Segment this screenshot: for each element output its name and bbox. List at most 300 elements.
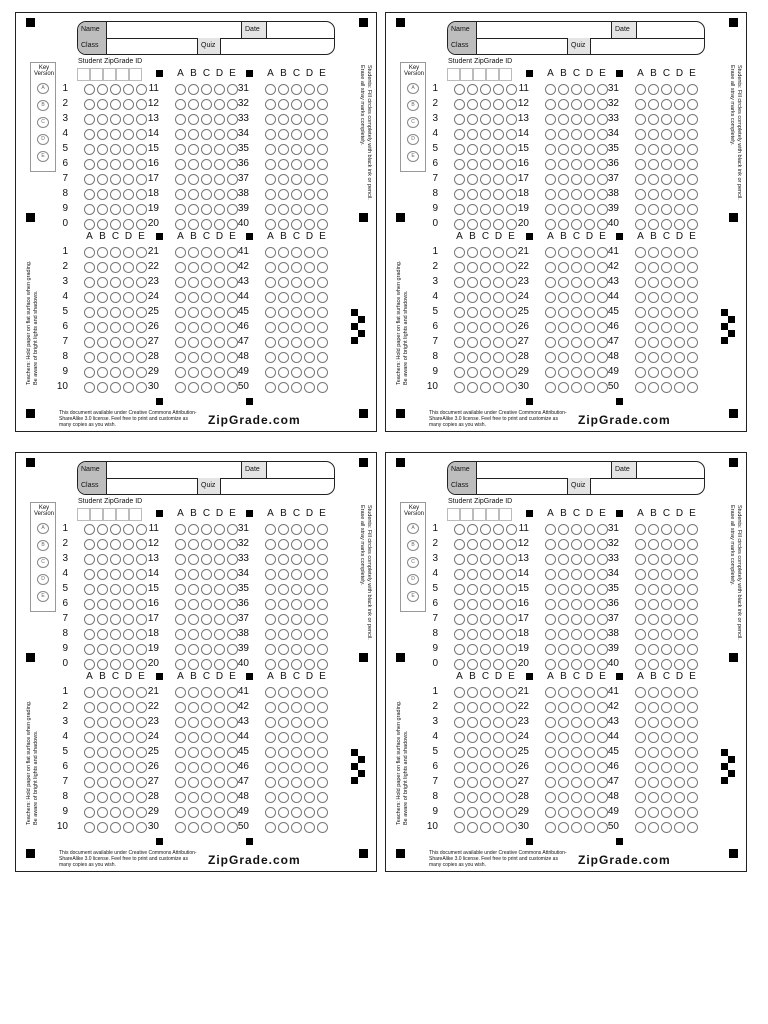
answer-bubble[interactable] (175, 732, 186, 743)
answer-bubble[interactable] (265, 219, 276, 230)
id-digit-cell[interactable] (77, 508, 90, 521)
answer-bubble[interactable] (571, 599, 582, 610)
answer-bubble[interactable] (674, 174, 685, 185)
answer-bubble[interactable] (265, 747, 276, 758)
answer-bubble[interactable] (304, 644, 315, 655)
answer-bubble[interactable] (674, 747, 685, 758)
answer-bubble[interactable] (201, 322, 212, 333)
answer-bubble[interactable] (648, 524, 659, 535)
answer-bubble[interactable] (584, 219, 595, 230)
answer-bubble[interactable] (558, 732, 569, 743)
answer-bubble[interactable] (454, 382, 465, 393)
key-version-bubble[interactable]: E (407, 151, 419, 162)
answer-bubble[interactable] (674, 144, 685, 155)
answer-bubble[interactable] (545, 352, 556, 363)
answer-bubble[interactable] (454, 189, 465, 200)
answer-bubble[interactable] (123, 659, 134, 670)
answer-bubble[interactable] (317, 822, 328, 833)
answer-bubble[interactable] (635, 84, 646, 95)
answer-bubble[interactable] (480, 732, 491, 743)
answer-bubble[interactable] (648, 352, 659, 363)
answer-bubble[interactable] (454, 554, 465, 565)
answer-bubble[interactable] (674, 524, 685, 535)
answer-bubble[interactable] (291, 204, 302, 215)
answer-bubble[interactable] (648, 822, 659, 833)
answer-bubble[interactable] (545, 144, 556, 155)
answer-bubble[interactable] (304, 322, 315, 333)
answer-bubble[interactable] (558, 307, 569, 318)
answer-bubble[interactable] (201, 659, 212, 670)
answer-bubble[interactable] (571, 114, 582, 125)
answer-bubble[interactable] (278, 614, 289, 625)
answer-bubble[interactable] (480, 307, 491, 318)
answer-bubble[interactable] (558, 262, 569, 273)
answer-bubble[interactable] (84, 292, 95, 303)
answer-bubble[interactable] (84, 732, 95, 743)
answer-bubble[interactable] (584, 807, 595, 818)
answer-bubble[interactable] (317, 144, 328, 155)
answer-bubble[interactable] (584, 322, 595, 333)
answer-bubble[interactable] (201, 129, 212, 140)
answer-bubble[interactable] (214, 352, 225, 363)
answer-bubble[interactable] (175, 629, 186, 640)
answer-bubble[interactable] (317, 747, 328, 758)
answer-bubble[interactable] (175, 129, 186, 140)
id-digit-cell[interactable] (486, 68, 499, 81)
answer-bubble[interactable] (175, 114, 186, 125)
answer-bubble[interactable] (97, 307, 108, 318)
answer-bubble[interactable] (454, 144, 465, 155)
answer-bubble[interactable] (265, 687, 276, 698)
answer-bubble[interactable] (545, 747, 556, 758)
answer-bubble[interactable] (635, 614, 646, 625)
answer-bubble[interactable] (558, 807, 569, 818)
answer-bubble[interactable] (188, 174, 199, 185)
answer-bubble[interactable] (558, 277, 569, 288)
answer-bubble[interactable] (97, 189, 108, 200)
answer-bubble[interactable] (674, 159, 685, 170)
answer-bubble[interactable] (571, 129, 582, 140)
id-digit-cell[interactable] (116, 68, 129, 81)
answer-bubble[interactable] (214, 367, 225, 378)
answer-bubble[interactable] (265, 569, 276, 580)
answer-bubble[interactable] (674, 382, 685, 393)
answer-bubble[interactable] (97, 84, 108, 95)
answer-bubble[interactable] (317, 524, 328, 535)
answer-bubble[interactable] (674, 204, 685, 215)
answer-bubble[interactable] (480, 792, 491, 803)
answer-bubble[interactable] (661, 189, 672, 200)
answer-bubble[interactable] (635, 702, 646, 713)
key-version-bubble[interactable]: C (37, 117, 49, 128)
id-digit-cell[interactable] (460, 68, 473, 81)
answer-bubble[interactable] (201, 159, 212, 170)
answer-bubble[interactable] (467, 807, 478, 818)
answer-bubble[interactable] (84, 352, 95, 363)
answer-bubble[interactable] (110, 644, 121, 655)
answer-bubble[interactable] (493, 174, 504, 185)
answer-bubble[interactable] (265, 822, 276, 833)
answer-bubble[interactable] (201, 822, 212, 833)
answer-bubble[interactable] (584, 262, 595, 273)
answer-bubble[interactable] (571, 792, 582, 803)
answer-bubble[interactable] (480, 599, 491, 610)
answer-bubble[interactable] (687, 322, 698, 333)
answer-bubble[interactable] (188, 717, 199, 728)
answer-bubble[interactable] (304, 262, 315, 273)
answer-bubble[interactable] (661, 659, 672, 670)
answer-bubble[interactable] (201, 732, 212, 743)
answer-bubble[interactable] (214, 644, 225, 655)
answer-bubble[interactable] (545, 292, 556, 303)
answer-bubble[interactable] (304, 367, 315, 378)
answer-bubble[interactable] (188, 322, 199, 333)
key-version-bubble[interactable]: A (37, 83, 49, 94)
answer-bubble[interactable] (571, 219, 582, 230)
answer-bubble[interactable] (265, 382, 276, 393)
answer-bubble[interactable] (278, 659, 289, 670)
answer-bubble[interactable] (687, 352, 698, 363)
answer-bubble[interactable] (687, 159, 698, 170)
answer-bubble[interactable] (584, 629, 595, 640)
key-version-bubble[interactable]: D (37, 134, 49, 145)
answer-bubble[interactable] (648, 792, 659, 803)
answer-bubble[interactable] (558, 614, 569, 625)
answer-bubble[interactable] (175, 247, 186, 258)
answer-bubble[interactable] (467, 702, 478, 713)
answer-bubble[interactable] (493, 524, 504, 535)
answer-bubble[interactable] (661, 762, 672, 773)
answer-bubble[interactable] (110, 367, 121, 378)
answer-bubble[interactable] (201, 204, 212, 215)
answer-bubble[interactable] (635, 307, 646, 318)
answer-bubble[interactable] (454, 807, 465, 818)
answer-bubble[interactable] (304, 717, 315, 728)
id-digit-cell[interactable] (447, 68, 460, 81)
answer-bubble[interactable] (687, 777, 698, 788)
answer-bubble[interactable] (584, 292, 595, 303)
key-version-bubble[interactable]: B (37, 100, 49, 111)
answer-bubble[interactable] (558, 702, 569, 713)
answer-bubble[interactable] (278, 322, 289, 333)
answer-bubble[interactable] (201, 777, 212, 788)
answer-bubble[interactable] (493, 554, 504, 565)
answer-bubble[interactable] (265, 174, 276, 185)
answer-bubble[interactable] (558, 629, 569, 640)
answer-bubble[interactable] (123, 777, 134, 788)
answer-bubble[interactable] (317, 539, 328, 550)
answer-bubble[interactable] (635, 219, 646, 230)
answer-bubble[interactable] (84, 84, 95, 95)
answer-bubble[interactable] (687, 792, 698, 803)
answer-bubble[interactable] (265, 144, 276, 155)
answer-bubble[interactable] (454, 777, 465, 788)
answer-bubble[interactable] (317, 204, 328, 215)
answer-bubble[interactable] (584, 702, 595, 713)
answer-bubble[interactable] (661, 99, 672, 110)
answer-bubble[interactable] (97, 292, 108, 303)
answer-bubble[interactable] (97, 219, 108, 230)
answer-bubble[interactable] (687, 644, 698, 655)
answer-bubble[interactable] (265, 262, 276, 273)
answer-bubble[interactable] (291, 524, 302, 535)
answer-bubble[interactable] (278, 144, 289, 155)
answer-bubble[interactable] (687, 144, 698, 155)
answer-bubble[interactable] (454, 569, 465, 580)
answer-bubble[interactable] (291, 189, 302, 200)
answer-bubble[interactable] (201, 747, 212, 758)
answer-bubble[interactable] (97, 717, 108, 728)
answer-bubble[interactable] (545, 762, 556, 773)
class-field[interactable] (477, 478, 567, 494)
answer-bubble[interactable] (545, 822, 556, 833)
answer-bubble[interactable] (584, 732, 595, 743)
answer-bubble[interactable] (304, 629, 315, 640)
answer-bubble[interactable] (110, 129, 121, 140)
answer-bubble[interactable] (558, 644, 569, 655)
answer-bubble[interactable] (635, 539, 646, 550)
answer-bubble[interactable] (278, 599, 289, 610)
answer-bubble[interactable] (454, 524, 465, 535)
answer-bubble[interactable] (493, 247, 504, 258)
answer-bubble[interactable] (454, 352, 465, 363)
answer-bubble[interactable] (123, 292, 134, 303)
answer-bubble[interactable] (291, 277, 302, 288)
answer-bubble[interactable] (467, 822, 478, 833)
answer-bubble[interactable] (214, 204, 225, 215)
answer-bubble[interactable] (454, 717, 465, 728)
answer-bubble[interactable] (123, 629, 134, 640)
answer-bubble[interactable] (84, 659, 95, 670)
answer-bubble[interactable] (635, 807, 646, 818)
answer-bubble[interactable] (291, 352, 302, 363)
answer-bubble[interactable] (84, 144, 95, 155)
answer-bubble[interactable] (214, 219, 225, 230)
answer-bubble[interactable] (291, 792, 302, 803)
answer-bubble[interactable] (265, 599, 276, 610)
answer-bubble[interactable] (571, 204, 582, 215)
answer-bubble[interactable] (84, 807, 95, 818)
id-digit-cell[interactable] (129, 508, 142, 521)
answer-bubble[interactable] (278, 762, 289, 773)
answer-bubble[interactable] (188, 777, 199, 788)
answer-bubble[interactable] (571, 644, 582, 655)
answer-bubble[interactable] (201, 599, 212, 610)
answer-bubble[interactable] (674, 584, 685, 595)
answer-bubble[interactable] (571, 702, 582, 713)
answer-bubble[interactable] (304, 702, 315, 713)
answer-bubble[interactable] (214, 554, 225, 565)
answer-bubble[interactable] (304, 144, 315, 155)
answer-bubble[interactable] (635, 247, 646, 258)
answer-bubble[interactable] (648, 777, 659, 788)
answer-bubble[interactable] (304, 99, 315, 110)
answer-bubble[interactable] (123, 277, 134, 288)
answer-bubble[interactable] (674, 792, 685, 803)
answer-bubble[interactable] (480, 367, 491, 378)
answer-bubble[interactable] (687, 629, 698, 640)
answer-bubble[interactable] (291, 307, 302, 318)
answer-bubble[interactable] (265, 702, 276, 713)
answer-bubble[interactable] (584, 367, 595, 378)
answer-bubble[interactable] (110, 277, 121, 288)
answer-bubble[interactable] (558, 204, 569, 215)
answer-bubble[interactable] (584, 247, 595, 258)
answer-bubble[interactable] (278, 644, 289, 655)
answer-bubble[interactable] (467, 337, 478, 348)
answer-bubble[interactable] (480, 629, 491, 640)
answer-bubble[interactable] (635, 524, 646, 535)
answer-bubble[interactable] (201, 247, 212, 258)
answer-bubble[interactable] (214, 524, 225, 535)
answer-bubble[interactable] (110, 204, 121, 215)
answer-bubble[interactable] (84, 322, 95, 333)
quiz-field[interactable] (221, 38, 333, 54)
answer-bubble[interactable] (123, 247, 134, 258)
answer-bubble[interactable] (214, 629, 225, 640)
answer-bubble[interactable] (687, 747, 698, 758)
answer-bubble[interactable] (584, 99, 595, 110)
answer-bubble[interactable] (291, 84, 302, 95)
answer-bubble[interactable] (123, 584, 134, 595)
answer-bubble[interactable] (661, 114, 672, 125)
answer-bubble[interactable] (123, 204, 134, 215)
answer-bubble[interactable] (265, 367, 276, 378)
answer-bubble[interactable] (454, 367, 465, 378)
answer-bubble[interactable] (493, 822, 504, 833)
answer-bubble[interactable] (214, 174, 225, 185)
answer-bubble[interactable] (304, 687, 315, 698)
answer-bubble[interactable] (214, 659, 225, 670)
answer-bubble[interactable] (545, 599, 556, 610)
answer-bubble[interactable] (265, 717, 276, 728)
name-field[interactable] (477, 22, 611, 38)
answer-bubble[interactable] (584, 659, 595, 670)
answer-bubble[interactable] (674, 262, 685, 273)
answer-bubble[interactable] (84, 822, 95, 833)
answer-bubble[interactable] (265, 84, 276, 95)
answer-bubble[interactable] (648, 717, 659, 728)
answer-bubble[interactable] (467, 189, 478, 200)
answer-bubble[interactable] (558, 792, 569, 803)
answer-bubble[interactable] (265, 247, 276, 258)
answer-bubble[interactable] (188, 292, 199, 303)
answer-bubble[interactable] (661, 129, 672, 140)
name-field[interactable] (107, 462, 241, 478)
answer-bubble[interactable] (584, 539, 595, 550)
answer-bubble[interactable] (493, 747, 504, 758)
answer-bubble[interactable] (123, 822, 134, 833)
answer-bubble[interactable] (467, 569, 478, 580)
answer-bubble[interactable] (648, 322, 659, 333)
answer-bubble[interactable] (201, 292, 212, 303)
answer-bubble[interactable] (584, 687, 595, 698)
answer-bubble[interactable] (454, 129, 465, 140)
answer-bubble[interactable] (545, 277, 556, 288)
answer-bubble[interactable] (278, 732, 289, 743)
answer-bubble[interactable] (110, 584, 121, 595)
answer-bubble[interactable] (188, 659, 199, 670)
answer-bubble[interactable] (661, 644, 672, 655)
answer-bubble[interactable] (265, 307, 276, 318)
answer-bubble[interactable] (467, 277, 478, 288)
answer-bubble[interactable] (558, 114, 569, 125)
answer-bubble[interactable] (188, 159, 199, 170)
answer-bubble[interactable] (304, 569, 315, 580)
answer-bubble[interactable] (201, 762, 212, 773)
answer-bubble[interactable] (635, 629, 646, 640)
answer-bubble[interactable] (545, 524, 556, 535)
answer-bubble[interactable] (687, 614, 698, 625)
answer-bubble[interactable] (201, 262, 212, 273)
answer-bubble[interactable] (661, 584, 672, 595)
answer-bubble[interactable] (635, 762, 646, 773)
answer-bubble[interactable] (584, 174, 595, 185)
answer-bubble[interactable] (175, 352, 186, 363)
answer-bubble[interactable] (480, 777, 491, 788)
id-digit-cell[interactable] (103, 508, 116, 521)
answer-bubble[interactable] (674, 114, 685, 125)
answer-bubble[interactable] (635, 732, 646, 743)
answer-bubble[interactable] (648, 204, 659, 215)
answer-bubble[interactable] (571, 367, 582, 378)
answer-bubble[interactable] (304, 762, 315, 773)
answer-bubble[interactable] (545, 569, 556, 580)
answer-bubble[interactable] (304, 524, 315, 535)
answer-bubble[interactable] (188, 687, 199, 698)
answer-bubble[interactable] (480, 717, 491, 728)
answer-bubble[interactable] (454, 599, 465, 610)
answer-bubble[interactable] (454, 732, 465, 743)
answer-bubble[interactable] (97, 114, 108, 125)
answer-bubble[interactable] (661, 337, 672, 348)
answer-bubble[interactable] (97, 277, 108, 288)
answer-bubble[interactable] (687, 539, 698, 550)
answer-bubble[interactable] (304, 277, 315, 288)
answer-bubble[interactable] (661, 747, 672, 758)
key-version-bubble[interactable]: A (407, 523, 419, 534)
answer-bubble[interactable] (674, 644, 685, 655)
answer-bubble[interactable] (175, 747, 186, 758)
answer-bubble[interactable] (493, 614, 504, 625)
answer-bubble[interactable] (278, 219, 289, 230)
answer-bubble[interactable] (175, 99, 186, 110)
answer-bubble[interactable] (110, 262, 121, 273)
answer-bubble[interactable] (635, 144, 646, 155)
answer-bubble[interactable] (493, 702, 504, 713)
answer-bubble[interactable] (97, 614, 108, 625)
answer-bubble[interactable] (175, 382, 186, 393)
answer-bubble[interactable] (97, 687, 108, 698)
answer-bubble[interactable] (278, 584, 289, 595)
answer-bubble[interactable] (687, 219, 698, 230)
answer-bubble[interactable] (123, 307, 134, 318)
answer-bubble[interactable] (214, 822, 225, 833)
answer-bubble[interactable] (110, 732, 121, 743)
answer-bubble[interactable] (265, 539, 276, 550)
answer-bubble[interactable] (123, 174, 134, 185)
answer-bubble[interactable] (317, 382, 328, 393)
id-digit-cell[interactable] (103, 68, 116, 81)
answer-bubble[interactable] (467, 554, 478, 565)
answer-bubble[interactable] (674, 822, 685, 833)
answer-bubble[interactable] (110, 614, 121, 625)
answer-bubble[interactable] (291, 159, 302, 170)
answer-bubble[interactable] (648, 337, 659, 348)
answer-bubble[interactable] (454, 292, 465, 303)
answer-bubble[interactable] (687, 307, 698, 318)
answer-bubble[interactable] (571, 822, 582, 833)
